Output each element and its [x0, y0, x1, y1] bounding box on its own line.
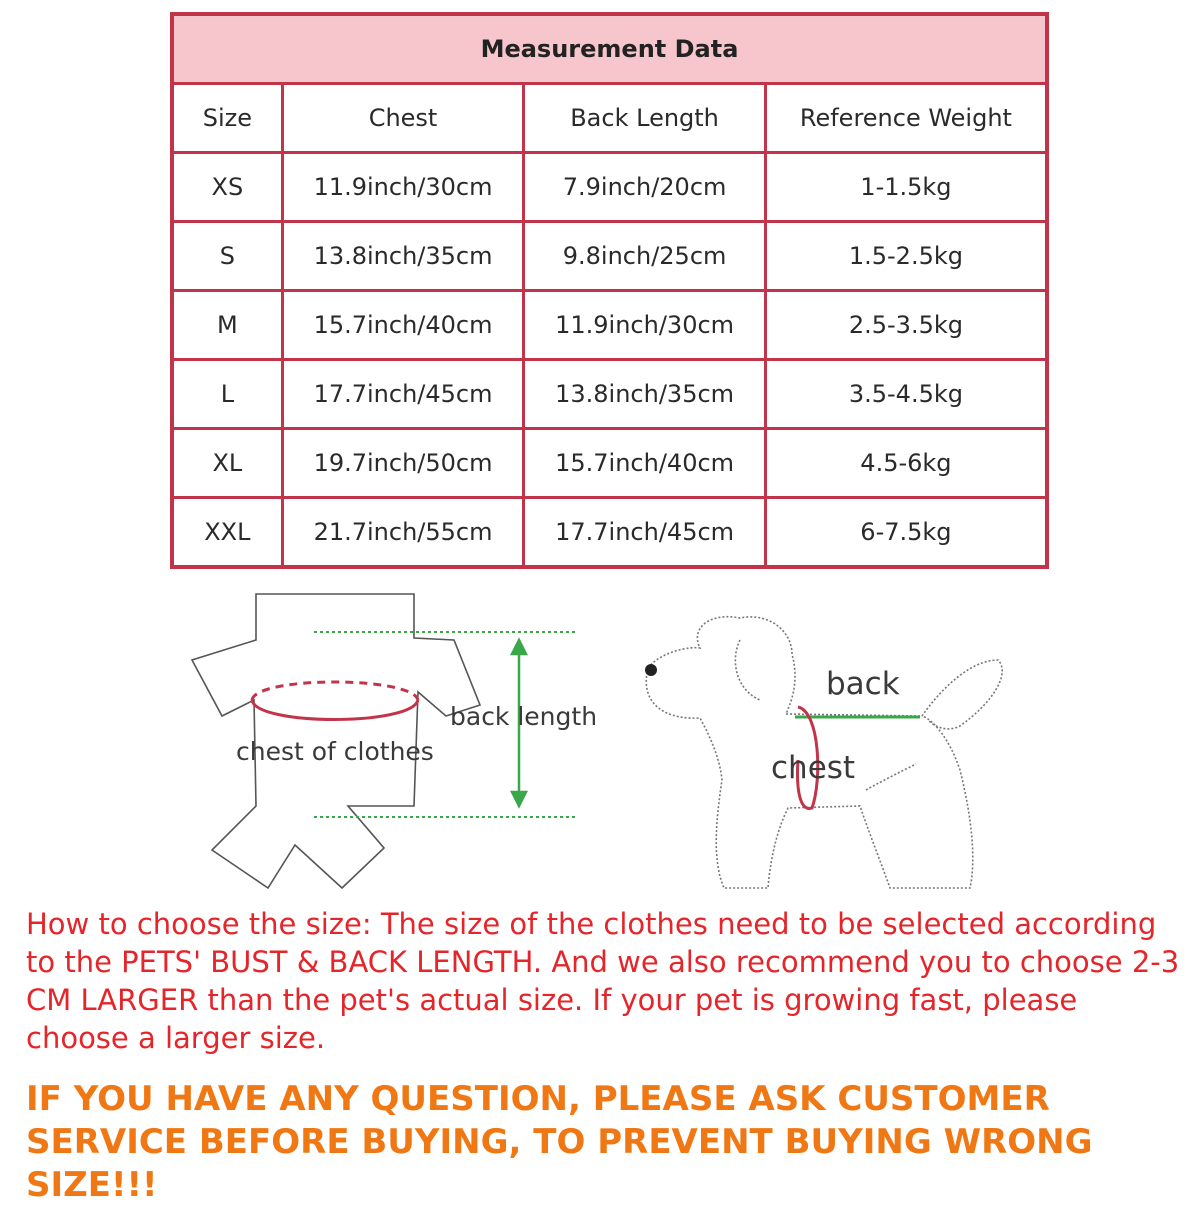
cell-back-length: 15.7inch/40cm	[524, 429, 766, 498]
cell-chest: 13.8inch/35cm	[282, 222, 524, 291]
cell-chest: 21.7inch/55cm	[282, 498, 524, 568]
cell-size: S	[172, 222, 282, 291]
cell-back-length: 9.8inch/25cm	[524, 222, 766, 291]
dog-chest-label: chest	[771, 750, 856, 786]
table-row	[172, 429, 1047, 498]
cell-weight: 4.5-6kg	[765, 429, 1047, 498]
table-header-row	[172, 84, 1047, 153]
cell-weight: 1.5-2.5kg	[765, 222, 1047, 291]
cell-size: XXL	[172, 498, 282, 568]
table-row	[172, 153, 1047, 222]
cell-chest: 15.7inch/40cm	[282, 291, 524, 360]
table-title: Measurement Data	[172, 14, 1047, 84]
dog-back-label: back	[826, 666, 900, 702]
back-length-label: back length	[450, 702, 598, 731]
size-guide-text: How to choose the size: The size of the clothes need to be selected according to the PETS' BUST & BACK LENGTH. And we also recommend you to choose 2-3 CM LARGER than the pet's actual size. If your pet is growing fast, please choose a larger size.	[26, 907, 1180, 1055]
cell-weight: 2.5-3.5kg	[765, 291, 1047, 360]
cell-size: L	[172, 360, 282, 429]
cell-chest: 19.7inch/50cm	[282, 429, 524, 498]
header-size: Size	[172, 84, 282, 153]
table-row	[172, 360, 1047, 429]
cell-size: M	[172, 291, 282, 360]
cell-back-length: 13.8inch/35cm	[524, 360, 766, 429]
header-back-length: Back Length	[524, 84, 766, 153]
cell-back-length: 11.9inch/30cm	[524, 291, 766, 360]
cell-back-length: 17.7inch/45cm	[524, 498, 766, 568]
chest-of-clothes-label: chest of clothes	[236, 737, 434, 766]
table-row	[172, 291, 1047, 360]
cell-weight: 6-7.5kg	[765, 498, 1047, 568]
measurement-table	[170, 12, 1049, 569]
cell-size: XS	[172, 153, 282, 222]
cell-back-length: 7.9inch/20cm	[524, 153, 766, 222]
cell-chest: 11.9inch/30cm	[282, 153, 524, 222]
cell-chest: 17.7inch/45cm	[282, 360, 524, 429]
table-row	[172, 222, 1047, 291]
table-row	[172, 498, 1047, 568]
clothes-chest-ellipse	[252, 682, 418, 720]
header-chest: Chest	[282, 84, 524, 153]
cell-size: XL	[172, 429, 282, 498]
dog-nose-icon	[645, 664, 657, 676]
cell-weight: 1-1.5kg	[765, 153, 1047, 222]
cell-weight: 3.5-4.5kg	[765, 360, 1047, 429]
header-reference-weight: Reference Weight	[765, 84, 1047, 153]
customer-service-warning: IF YOU HAVE ANY QUESTION, PLEASE ASK CUSTOMER SERVICE BEFORE BUYING, TO PREVENT BUYING WRONG SIZE!!!	[26, 1079, 1093, 1205]
measurement-diagram	[0, 580, 1200, 900]
